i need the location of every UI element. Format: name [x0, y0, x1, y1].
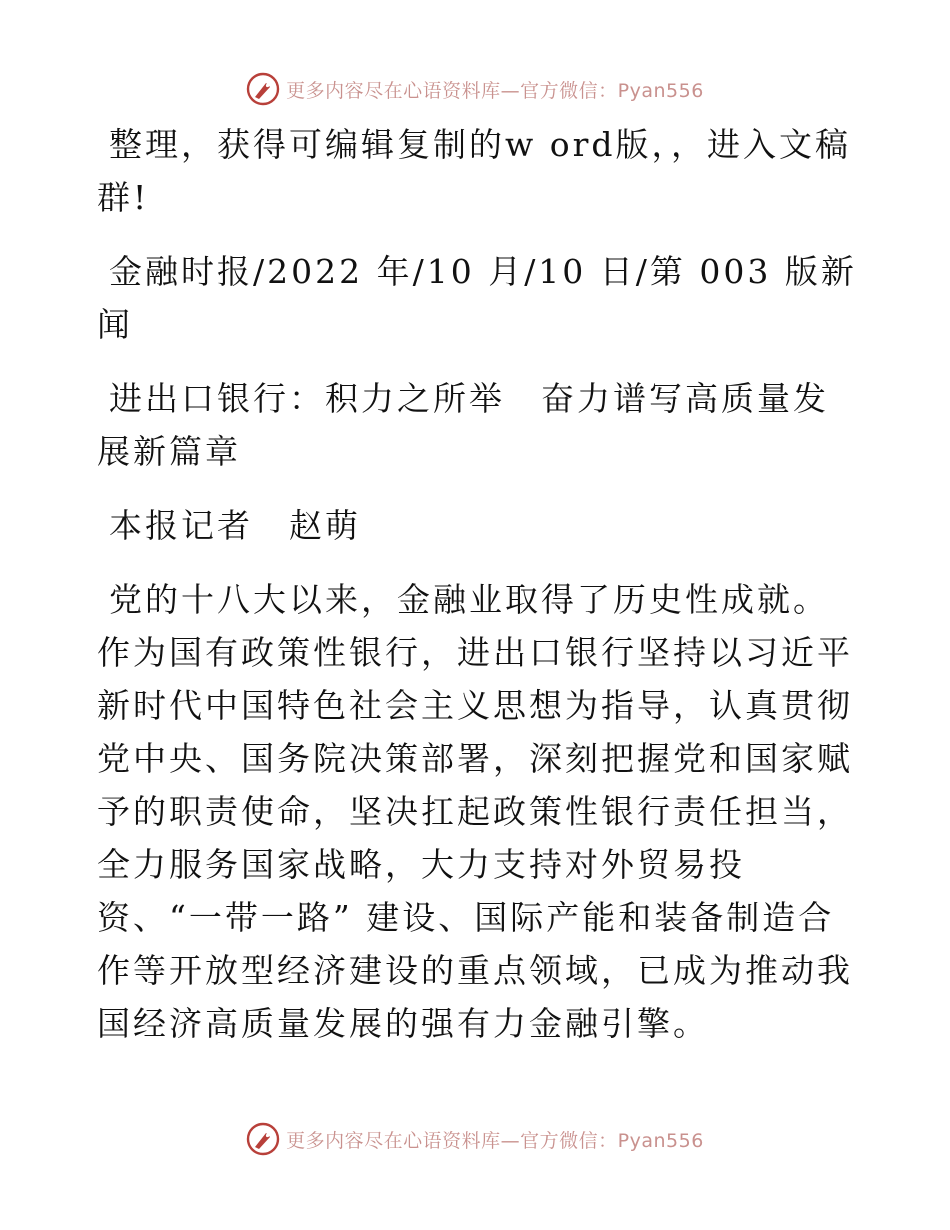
body-paragraph: 党的十八大以来，金融业取得了历史性成就。作为国有政策性银行，进出口银行坚持以习近平新时代中国特色社会主义思想为指导，认真贯彻党中央、国务院决策部署，深刻把握党和国家赋予的职责使命，坚决扛起政策性银行责任担当，全力服务国家战略，大力支持对外贸易投资、“一带一路” 建设、国际产能和装备制造合作等开放型经济建设的重点领域，已成为推动我国经济高质量发展的强有力金融引擎。 — [97, 580, 853, 1043]
watermark-text: 更多内容尽在心语资料库—官方微信：Pyan556 — [286, 1129, 704, 1152]
watermark-text: 更多内容尽在心语资料库—官方微信：Pyan556 — [286, 79, 704, 102]
article-title: 进出口银行：积力之所举 奋力谱写高质量发展新篇章 — [97, 379, 829, 471]
pen-nib-icon — [246, 72, 280, 106]
byline: 本报记者 赵萌 — [109, 506, 361, 545]
intro-note: 整理，获得可编辑复制的w ord版，，进入文稿群! — [97, 125, 852, 217]
document-body — [97, 118, 857, 1071]
pen-nib-icon — [246, 1122, 280, 1156]
watermark-header — [0, 72, 950, 106]
watermark-footer — [0, 1122, 950, 1156]
source-line: 金融时报/2022 年/10 月/10 日/第 003 版新闻 — [97, 252, 857, 344]
